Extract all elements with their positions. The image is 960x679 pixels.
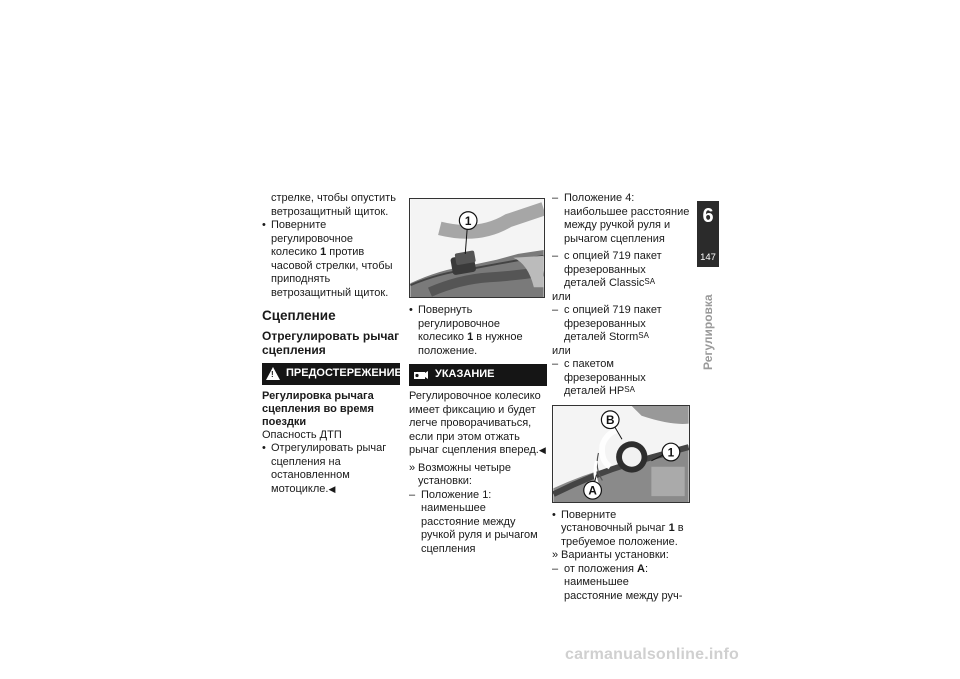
note-label: УКАЗАНИЕ [435, 368, 495, 381]
variants-intro: » Варианты установки: [552, 549, 690, 563]
note-icon [413, 369, 429, 381]
instruction-bullet: • Поверните регулировочное колесико 1 против часовой стрелки, чтобы приподнять ветрозащитный щиток. [262, 219, 400, 300]
warning-heading: Регулировка рычага сцепления во время поездки [262, 389, 374, 428]
chapter-number: 6 [702, 205, 714, 227]
watermark: carmanualsonline.info [565, 646, 740, 663]
figure-label-b: B [605, 413, 615, 427]
instruction-bullet: • Повернуть регулировочное колесико 1 в нужное положение. [409, 304, 547, 358]
option-storm: – с опцией 719 пакет фрезерованных деталей Storm$^{SA}$ [552, 304, 690, 345]
page-number: 147 [700, 252, 716, 263]
warning-icon: ! [266, 367, 280, 380]
option-classic: – с опцией 719 пакет фрезерованных деталей Classic$^{SA}$ [552, 250, 690, 291]
figure-label-1: 1 [464, 214, 472, 228]
variant-item: – от положения A: наименьшее расстояние между руч- [552, 563, 690, 604]
option-item: – Положение 1: наименьшее расстояние между ручкой руля и рычагом сцепления [409, 489, 547, 557]
chapter-title: Регулировка [701, 294, 715, 370]
column-3 [552, 192, 690, 603]
chapter-tab [697, 201, 719, 267]
or-text: или [552, 344, 571, 357]
options-intro: » Возможны четыре установки: [409, 462, 547, 489]
end-mark-icon: ◀ [538, 445, 546, 455]
clutch-lever-figure [409, 198, 545, 298]
note-banner [409, 364, 547, 386]
option-item: – Положение 4: наибольшее расстояние между ручкой руля и рычагом сцепления [552, 192, 690, 246]
figure-label-1: 1 [667, 445, 675, 459]
warning-label: ПРЕДОСТЕРЕЖЕНИЕ [286, 366, 402, 379]
instruction-bullet: • Поверните установочный рычаг 1 в требуемое положение. [552, 509, 690, 550]
warning-bullet: • Отрегулировать рычаг сцепления на остановленном мотоцикле.◀ [262, 442, 400, 496]
note-text: Регулировочное колесико имеет фиксацию и будет легче проворачиваться, если при этом отжать рычаг сцепления вперед.◀ [409, 390, 546, 456]
end-mark-icon: ◀ [328, 483, 336, 494]
continued-text: стрелке, чтобы опустить ветрозащитный щиток. [271, 192, 396, 218]
warning-banner [262, 363, 400, 385]
option-hp: – с пакетом фрезерованных деталей $HP^{SA}$ [552, 358, 690, 399]
figure-label-a: A [588, 484, 597, 498]
section-title: Сцепление [262, 308, 336, 323]
warning-risk: Опасность ДТП [262, 428, 342, 441]
subsection-title: Отрегулировать рычаг сцепления [262, 328, 400, 357]
column-1 [262, 192, 400, 496]
or-text: или [552, 290, 571, 303]
adjuster-lever-figure [552, 405, 690, 503]
column-2 [409, 192, 547, 556]
